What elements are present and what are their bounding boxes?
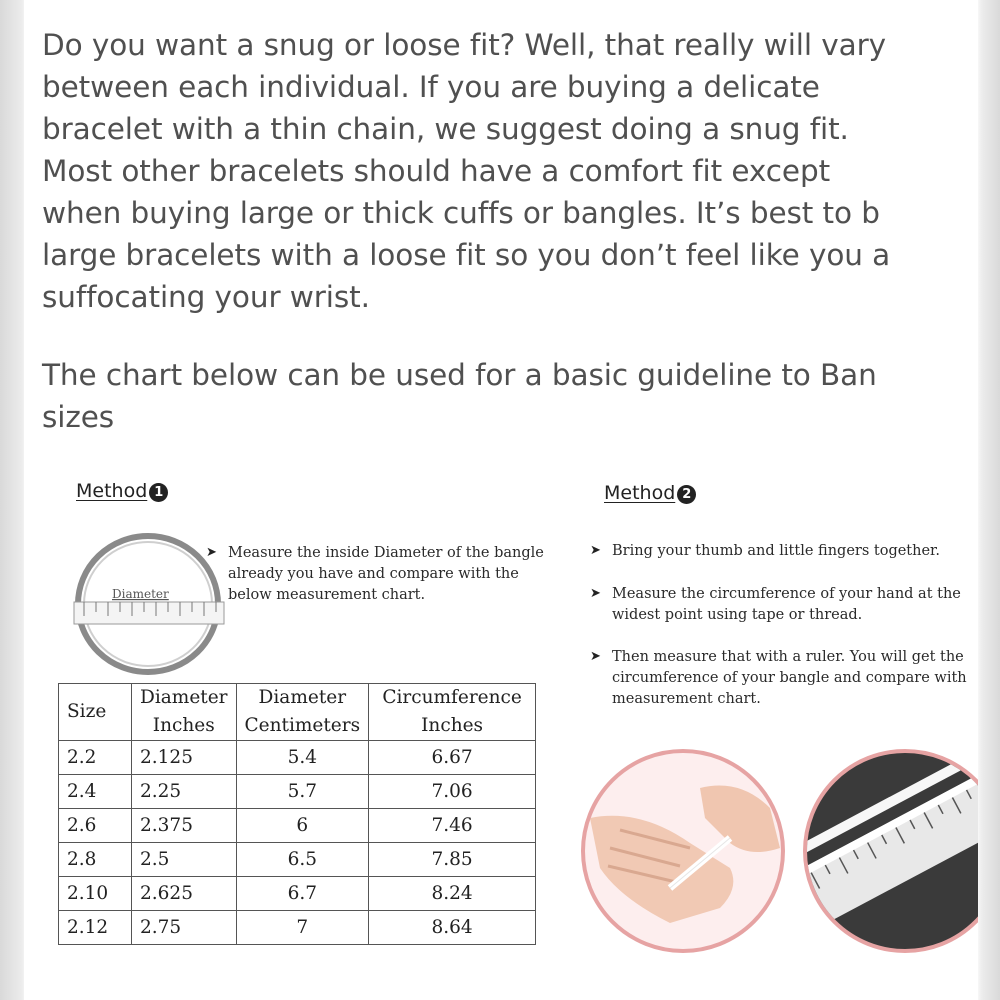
table-row — [59, 809, 536, 843]
intro-line: Do you want a snug or loose fit? Well, that really will vary — [42, 28, 886, 62]
instruction-item: ➤ Measure the inside Diameter of the bangle already you have and compare with the below measurement chart. — [206, 543, 546, 606]
cell-diameter-cm: 6.7 — [236, 877, 369, 911]
cell-diameter-cm: 6 — [236, 809, 369, 843]
arrow-bullet-icon: ➤ — [590, 586, 601, 601]
cell-diameter-in: 2.125 — [132, 741, 237, 775]
cell-diameter-in: 2.5 — [132, 843, 237, 877]
table-header-row — [59, 684, 536, 741]
cell-size: 2.2 — [59, 741, 132, 775]
cell-size: 2.6 — [59, 809, 132, 843]
cell-circumference: 6.67 — [369, 741, 536, 775]
method-1-title: Method 1 — [76, 480, 168, 502]
cell-circumference: 7.06 — [369, 775, 536, 809]
cell-diameter-in: 2.75 — [132, 911, 237, 945]
cell-size: 2.4 — [59, 775, 132, 809]
cell-circumference: 8.64 — [369, 911, 536, 945]
cell-circumference: 7.46 — [369, 809, 536, 843]
table-row — [59, 877, 536, 911]
table-row — [59, 843, 536, 877]
intro-line: bracelet with a thin chain, we suggest doing a snug fit. — [42, 112, 849, 146]
step-item: ➤ Then measure that with a ruler. You will get the circumference of your bangle and compare with measurement chart. — [590, 647, 978, 710]
cell-diameter-cm: 6.5 — [236, 843, 369, 877]
arrow-bullet-icon: ➤ — [590, 543, 601, 558]
ruler-photo — [802, 748, 978, 954]
cell-circumference: 7.85 — [369, 843, 536, 877]
intro-line: when buying large or thick cuffs or bangles. It’s best to b — [42, 196, 880, 230]
header-diameter-inches: Diameter Inches — [132, 684, 237, 741]
intro-line: between each individual. If you are buying a delicate — [42, 70, 820, 104]
arrow-bullet-icon: ➤ — [590, 649, 601, 664]
cell-size: 2.8 — [59, 843, 132, 877]
intro-text — [42, 24, 978, 438]
header-diameter-cm: Diameter Centimeters — [236, 684, 369, 741]
table-row — [59, 741, 536, 775]
intro-line: large bracelets with a loose fit so you don’t feel like you a — [42, 238, 891, 272]
table-row — [59, 775, 536, 809]
cell-circumference: 8.24 — [369, 877, 536, 911]
ruler-icon — [74, 602, 224, 624]
cell-size: 2.12 — [59, 911, 132, 945]
intro-line: Most other bracelets should have a comfort fit except — [42, 154, 831, 188]
number-2-badge: 2 — [677, 485, 696, 504]
size-guide-page — [24, 0, 978, 1000]
cell-diameter-cm: 7 — [236, 911, 369, 945]
cell-diameter-in: 2.25 — [132, 775, 237, 809]
step-item: ➤ Bring your thumb and little fingers together. — [590, 541, 978, 562]
method-2-steps — [590, 541, 978, 710]
arrow-bullet-icon: ➤ — [206, 545, 217, 560]
cell-size: 2.10 — [59, 877, 132, 911]
cell-diameter-cm: 5.4 — [236, 741, 369, 775]
cell-diameter-in: 2.625 — [132, 877, 237, 911]
header-circumference: Circumference Inches — [369, 684, 536, 741]
chart-note-line: The chart below can be used for a basic guideline to Ban — [42, 358, 877, 392]
hand-measure-photo — [580, 748, 786, 954]
method-1-instructions — [206, 543, 546, 606]
method-2-title: Method 2 — [604, 482, 696, 504]
size-chart-table — [58, 683, 536, 945]
number-1-badge: 1 — [149, 483, 168, 502]
intro-line: suffocating your wrist. — [42, 280, 370, 314]
cell-diameter-in: 2.375 — [132, 809, 237, 843]
diameter-label: Diameter — [112, 587, 169, 601]
table-row — [59, 911, 536, 945]
cell-diameter-cm: 5.7 — [236, 775, 369, 809]
step-item: ➤ Measure the circumference of your hand at the widest point using tape or thread. — [590, 584, 978, 626]
chart-note-line: sizes — [42, 400, 115, 434]
header-size: Size — [59, 684, 132, 741]
